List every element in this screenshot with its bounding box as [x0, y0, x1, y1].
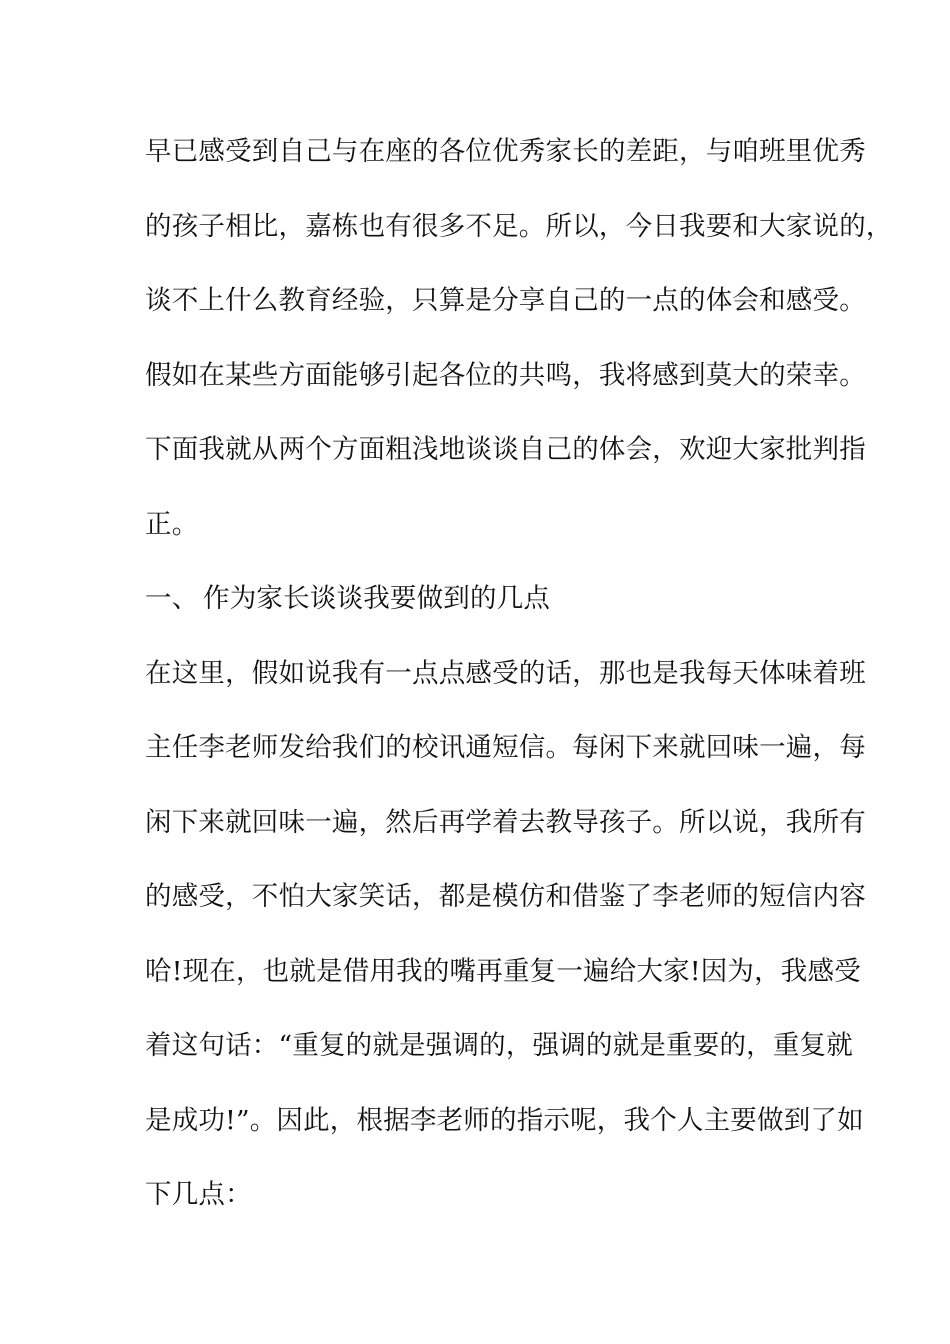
section-number: 一、 — [145, 583, 199, 614]
paragraph-line: 主任李老师发给我们的校讯通短信。每闲下来就回味一遍，每 — [145, 732, 866, 763]
paragraph-line: 正。 — [145, 508, 199, 540]
section-heading — [145, 577, 845, 652]
section-title: 作为家长谈谈我要做到的几点 — [203, 583, 551, 614]
paragraph-line: 的孩子相比，嘉栋也有很多不足。所以，今日我要和大家说的， — [145, 210, 893, 242]
paragraph-line: 假如在某些方面能够引起各位的共鸣，我将感到莫大的荣幸。 — [145, 359, 866, 391]
paragraph-line: 闲下来就回味一遍，然后再学着去教导孩子。所以说，我所有 — [145, 806, 866, 838]
paragraph-line: 是成功!”。因此，根据李老师的指示呢，我个人主要做到了如 — [145, 1104, 864, 1136]
paragraph-line: 下几点： — [145, 1179, 252, 1210]
paragraph-line: 哈!现在，也就是借用我的嘴再重复一遍给大家!因为，我感受 — [145, 955, 861, 987]
document-body — [145, 130, 893, 1248]
paragraph-line: 着这句话：“重复的就是强调的，强调的就是重要的，重复就 — [145, 1030, 853, 1061]
paragraph-line: 谈不上什么教育经验，只算是分享自己的一点的体会和感受。 — [145, 285, 866, 316]
paragraph-line: 下面我就从两个方面粗浅地谈谈自己的体会，欢迎大家批判指 — [145, 434, 866, 465]
paragraph-line: 的感受，不怕大家笑话，都是模仿和借鉴了李老师的短信内容 — [145, 881, 866, 912]
paragraph-line: 早已感受到自己与在座的各位优秀家长的差距，与咱班里优秀 — [145, 136, 866, 167]
paragraph-line: 在这里，假如说我有一点点感受的话，那也是我每天体味着班 — [145, 657, 866, 689]
